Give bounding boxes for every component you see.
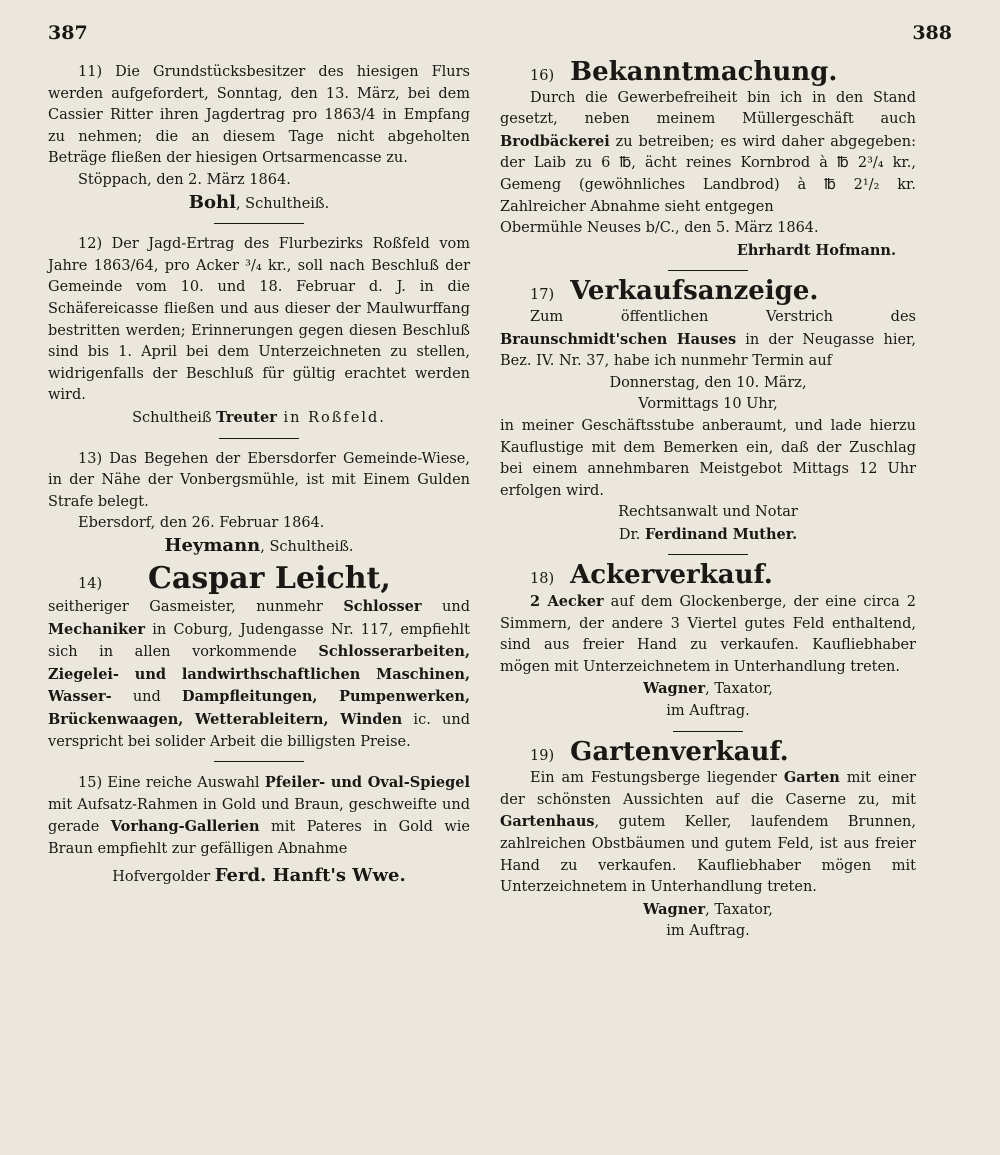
text-run: und bbox=[421, 599, 470, 616]
signer-name: Ferdinand Muther. bbox=[645, 525, 798, 543]
notice-body bbox=[500, 591, 916, 678]
signer-prefix: Hofvergolder bbox=[112, 868, 215, 885]
bold-run: Garten bbox=[783, 769, 840, 787]
signer-name: Bohl bbox=[188, 191, 236, 213]
signature bbox=[500, 240, 916, 263]
bold-run: Gartenhaus bbox=[500, 813, 595, 831]
notice-headline: Ackerverkauf. bbox=[570, 560, 773, 591]
notice-19 bbox=[500, 736, 916, 943]
notice-body bbox=[500, 88, 916, 219]
notice-15 bbox=[48, 772, 470, 888]
page-number-left: 387 bbox=[48, 22, 88, 44]
text-run: 15) Eine reiche Auswahl bbox=[78, 775, 265, 792]
notice-body bbox=[48, 596, 470, 753]
text-run: auf dem Glockenberge, der eine circa 2 Simmern, der andere 3 Viertel gutes Feld enthaltend, sind aus freier Hand zu verkaufen. Kaufliebhaber mögen mit Unterzeichnetem in Unterhandlung treten. bbox=[500, 594, 916, 675]
notice-18 bbox=[500, 560, 916, 722]
right-column bbox=[500, 57, 916, 943]
bold-run: Vorhang-Gallerien bbox=[110, 818, 260, 836]
notice-number: 17) bbox=[530, 287, 555, 304]
divider bbox=[673, 731, 743, 732]
divider bbox=[214, 223, 304, 224]
signer-name: Wagner bbox=[643, 900, 706, 918]
signature bbox=[48, 407, 470, 430]
text-run: seitheriger Gasmeister, nunmehr bbox=[48, 599, 344, 616]
text-run: ic. und verspricht bei solider Arbeit die billigsten Preise. bbox=[48, 712, 471, 750]
notice-number: 14) bbox=[78, 576, 103, 593]
text-run: und bbox=[111, 689, 182, 706]
signer-suffix: in Roßfeld. bbox=[276, 409, 386, 426]
notice-16 bbox=[500, 57, 916, 262]
bold-run: Brodbäckerei bbox=[500, 132, 610, 150]
notice-headline: Caspar Leicht, bbox=[148, 561, 391, 597]
place-date: Obermühle Neuses b/C., den 5. März 1864. bbox=[500, 220, 819, 237]
notice-17 bbox=[500, 276, 916, 546]
signature bbox=[500, 678, 916, 701]
signature bbox=[48, 865, 470, 889]
notice-body bbox=[48, 772, 470, 860]
signer-name: Ferd. Hanft's Wwe. bbox=[214, 864, 406, 886]
left-column bbox=[48, 62, 470, 888]
notice-14 bbox=[48, 561, 471, 753]
place-date: Ebersdorf, den 26. Februar 1864. bbox=[78, 515, 325, 532]
text-run: Zum öffentlichen Verstrich des bbox=[530, 308, 916, 325]
bold-run: 2 Aecker bbox=[530, 593, 604, 611]
notice-headline: Verkaufsanzeige. bbox=[570, 276, 819, 307]
signer-name: Heymann bbox=[164, 534, 261, 556]
bold-run: Schlosser bbox=[343, 598, 422, 616]
place-date: Stöppach, den 2. März 1864. bbox=[78, 171, 291, 188]
bold-run: Pfeiler- und Oval-Spiegel bbox=[264, 774, 470, 792]
divider bbox=[668, 554, 748, 555]
text-run: zu betreiben; es wird daher abgegeben: der Laib zu 6 ℔, ächt reines Kornbrod à ℔ 2³/₄ kr., Gemeng (gewöhnliches Landbrod) à ℔ 2¹/₂ kr. Zahlreicher Abnahme sieht entgegen bbox=[500, 133, 916, 215]
divider bbox=[668, 270, 748, 271]
text-run: mit Aufsatz-Rahmen in Gold und Braun, geschweifte und gerade bbox=[48, 796, 470, 836]
signer-note: im Auftrag. bbox=[666, 703, 750, 720]
signer-note: im Auftrag. bbox=[666, 923, 750, 940]
notice-headline: Bekanntmachung. bbox=[570, 57, 838, 87]
appointment-date: Donnerstag, den 10. März, bbox=[609, 374, 807, 391]
text-run: Ein am Festungsberge liegender bbox=[530, 770, 784, 787]
signer-title: , Schultheiß. bbox=[260, 538, 354, 555]
notice-header bbox=[500, 560, 916, 591]
signature bbox=[500, 524, 916, 547]
text-run: mit Pateres in Gold wie Braun empfiehlt zur gefälligen Abnahme bbox=[48, 819, 470, 857]
notice-body-cont: in meiner Geschäftsstube anberaumt, und lade hierzu Kauflustige mit dem Bemerken ein, daß der Zuschlag bei einem annehmbaren Meistgebot Mittags 12 Uhr erfolgen wird. bbox=[500, 417, 916, 499]
notice-number: 18) bbox=[530, 571, 555, 588]
notice-number: 16) bbox=[530, 68, 555, 84]
notice-11 bbox=[48, 62, 470, 215]
signer-title: , Taxator, bbox=[705, 681, 773, 698]
signer-prefix: Dr. bbox=[618, 526, 646, 543]
page-number-right: 388 bbox=[912, 22, 952, 44]
bold-run: Schlosserarbeiten, Ziegelei- und landwirthschaftlichen Maschinen, Wasser- bbox=[48, 643, 470, 706]
text-run: mit einer der schönsten Aussichten auf die Caserne zu, mit bbox=[500, 770, 916, 808]
notice-header bbox=[500, 736, 916, 768]
notice-12 bbox=[48, 234, 470, 429]
bold-run: Mechaniker bbox=[48, 620, 146, 638]
notice-headline: Gartenverkauf. bbox=[570, 736, 789, 767]
notice-body: 12) Der Jagd-Ertrag des Flurbezirks Roßfeld vom Jahre 1863/64, pro Acker ³/₄ kr., soll nach Beschluß der Gemeinde vom 10. und 18. Februar d. J. in die Schäfereicasse fließen und aus dieser der Maulwurffang bestritten werden; Erinnerungen gegen diesen Beschluß sind bis 1. April bei dem Unterzeichneten zu stellen, widrigenfalls der Beschluß für gültig erachtet werden wird. bbox=[48, 236, 470, 404]
bold-run: Dampfleitungen, Pumpenwerken, Brückenwaagen, Wetterableitern, Winden bbox=[48, 688, 470, 729]
signature bbox=[48, 192, 470, 216]
signer-title: , Schultheiß. bbox=[235, 195, 330, 212]
appointment-time: Vormittags 10 Uhr, bbox=[638, 396, 778, 413]
divider bbox=[219, 438, 299, 439]
signer-name: Treuter bbox=[216, 408, 277, 426]
signer-role: Rechtsanwalt und Notar bbox=[618, 504, 798, 521]
bold-run: Braunschmidt'schen Hauses bbox=[500, 330, 737, 348]
notice-header bbox=[500, 276, 916, 307]
notice-header bbox=[500, 57, 916, 88]
signer-title: , Taxator, bbox=[705, 901, 773, 918]
text-run: Durch die Gewerbefreiheit bin ich in den Stand gesetzt, neben meinem Müllergeschäft auch bbox=[500, 89, 916, 128]
signer-name: Ehrhardt Hofmann. bbox=[736, 241, 896, 259]
notice-header bbox=[48, 561, 470, 597]
notice-body bbox=[500, 307, 916, 373]
notice-number: 19) bbox=[530, 747, 555, 764]
text-run: in der Neugasse hier, Bez. IV. Nr. 37, habe ich nunmehr Termin auf bbox=[500, 331, 916, 370]
notice-body: 13) Das Begehen der Ebersdorfer Gemeinde-Wiese, in der Nähe der Vonbergsmühle, ist mit Einem Gulden Strafe belegt. bbox=[48, 450, 470, 510]
notice-body: 11) Die Grundstücksbesitzer des hiesigen Flurs werden aufgefordert, Sonntag, den 13. März, bei dem Cassier Ritter ihren Jagdertrag pro 1863/4 in Empfang zu nehmen; die an diesem Tage nicht abgeholten Beträge fließen der hiesigen Ortsarmencasse zu. bbox=[48, 64, 470, 167]
signature bbox=[500, 899, 916, 922]
text-run: , gutem Keller, laufendem Brunnen, zahlreichen Obstbäumen und gutem Feld, ist aus freier Hand zu verkaufen. Kaufliebhaber mögen mit Unterzeichnetem in Unterhandlung treten. bbox=[500, 814, 916, 896]
notice-13 bbox=[48, 449, 470, 559]
signature bbox=[48, 535, 470, 559]
signer-prefix: Schultheiß bbox=[132, 409, 217, 426]
signer-name: Wagner bbox=[643, 680, 706, 698]
text-run: in Coburg, Judengasse Nr. 117, empfiehlt sich in allen vorkommende bbox=[48, 621, 470, 661]
notice-body bbox=[500, 767, 916, 899]
divider bbox=[214, 761, 304, 762]
